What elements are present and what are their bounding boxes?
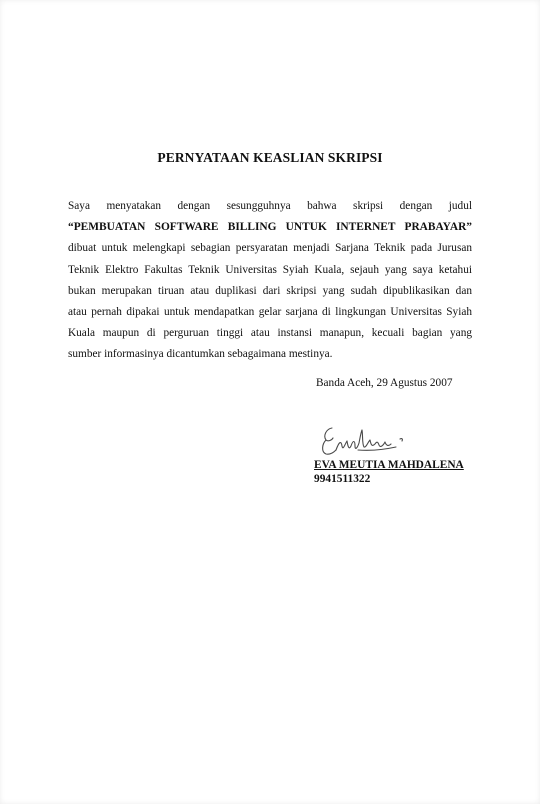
document-title: PERNYATAAN KEASLIAN SKRIPSI (157, 150, 383, 165)
place-date: Banda Aceh, 29 Agustus 2007 (316, 377, 453, 389)
paragraph-line: sumber informasinya dicantumkan sebagaimana mestinya. (68, 348, 333, 361)
handwritten-signature (318, 420, 418, 462)
paragraph-line: Kuala maupun di perguruan tinggi atau instansi manapun, kecuali bagian yang (68, 327, 472, 340)
thesis-title-line: “PEMBUATAN SOFTWARE BILLING UNTUK INTERNET PRABAYAR” (68, 221, 472, 234)
paragraph-line: bukan merupakan tiruan atau duplikasi dari skripsi yang sudah dipublikasikan dan (68, 284, 472, 297)
paragraph-line: dibuat untuk melengkapi sebagian persyaratan menjadi Sarjana Teknik pada Jurusan (68, 242, 472, 255)
signer-name: EVA MEUTIA MAHDALENA (314, 459, 464, 471)
paragraph-line: atau pernah dipakai untuk mendapatkan gelar sarjana di lingkungan Universitas Syiah (68, 305, 472, 318)
paragraph-line: Saya menyatakan dengan sesungguhnya bahwa skripsi dengan judul (68, 200, 472, 212)
signer-id: 9941511322 (314, 473, 371, 485)
statement-paragraph (68, 196, 472, 366)
paragraph-line: Teknik Elektro Fakultas Teknik Universitas Syiah Kuala, sejauh yang saya ketahui (68, 263, 472, 276)
